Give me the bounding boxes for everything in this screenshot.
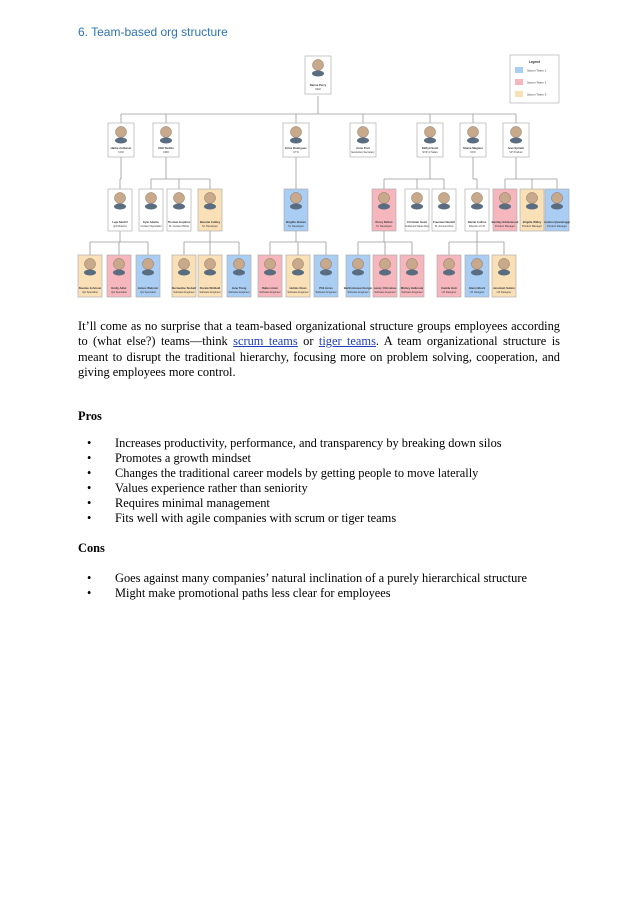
- person-name: Bernadine Siobell: [172, 286, 196, 290]
- avatar: [146, 193, 157, 204]
- person-title: Software Engineer: [259, 291, 281, 294]
- avatar: [551, 204, 563, 210]
- person-name: Dorata Winfield: [199, 286, 221, 290]
- avatar: [161, 127, 172, 138]
- avatar: [467, 138, 479, 144]
- pros-item: • Increases productivity, performance, and transparency by breaking down silos: [78, 436, 560, 451]
- person-name: Lancy Christmas: [373, 286, 397, 290]
- person-title: Software Engineer: [401, 291, 423, 294]
- person-title: Director of UX: [468, 225, 486, 228]
- avatar: [142, 270, 154, 276]
- cons-list: [78, 571, 560, 601]
- pros-item: • Requires minimal management: [78, 496, 560, 511]
- person-name: Daniel Collins: [467, 220, 487, 224]
- avatar: [380, 259, 391, 270]
- tiger-teams-link[interactable]: tiger teams: [318, 334, 376, 349]
- person-title: Software Engineer: [173, 291, 195, 294]
- person-title: Software Engineer: [347, 291, 369, 294]
- person-name: Anne Post: [356, 146, 370, 150]
- person-name: Erica Rodrigues: [285, 146, 307, 150]
- person-name: Daffyd Scott: [421, 146, 439, 150]
- avatar: [510, 138, 522, 144]
- person-title: QA Specialist: [111, 291, 127, 294]
- avatar: [312, 71, 324, 77]
- person-name: Bentley Eddenwood: [491, 220, 519, 224]
- avatar: [511, 127, 522, 138]
- avatar: [498, 270, 510, 276]
- avatar: [85, 259, 96, 270]
- person-title: QA Specialist: [140, 291, 156, 294]
- person-name: Ivan Sprietti: [507, 146, 525, 150]
- person-title: UX Designer: [496, 291, 512, 294]
- paragraph-text: . A team organizational structure is meant to disrupt the traditional hierarchy, focusing more on problem solving, cooperation, and giving employees more control.: [78, 334, 560, 379]
- avatar: [204, 270, 216, 276]
- legend-label: Scrum Team 3: [527, 92, 547, 97]
- avatar: [291, 193, 302, 204]
- avatar: [321, 259, 332, 270]
- paragraph-text: It’ll come as no surprise that a team-based organizational structure groups employees according to (what else?) teams—think: [78, 319, 560, 349]
- pros-item: • Fits well with agile companies with scrum or tiger teams: [78, 511, 560, 526]
- avatar: [320, 270, 332, 276]
- person-title: Executive Secretary: [351, 151, 375, 154]
- person-title: Sr. Developer: [288, 225, 304, 228]
- avatar: [143, 259, 154, 270]
- person-name: Hattie Ardbesar: [110, 146, 132, 150]
- avatar: [234, 259, 245, 270]
- person-title: Software Engineer: [287, 291, 309, 294]
- avatar: [113, 270, 125, 276]
- person-name: Zhill Stebbs: [158, 146, 174, 150]
- avatar: [425, 127, 436, 138]
- avatar: [500, 193, 511, 204]
- avatar: [468, 127, 479, 138]
- intro-paragraph: [78, 319, 560, 380]
- avatar: [114, 204, 126, 210]
- person-title: Outbound Sales Rep: [404, 225, 430, 228]
- legend-swatch: [515, 67, 523, 73]
- avatar: [290, 138, 302, 144]
- avatar: [357, 138, 369, 144]
- person-title: COO: [118, 151, 124, 154]
- cons-item: • Goes against many companies’ natural inclination of a purely hierarchical structure: [78, 571, 560, 586]
- pros-heading: Pros: [78, 409, 102, 423]
- avatar: [526, 204, 538, 210]
- avatar: [499, 259, 510, 270]
- avatar: [358, 127, 369, 138]
- avatar: [116, 127, 127, 138]
- avatar: [293, 259, 304, 270]
- avatar: [444, 259, 455, 270]
- person-name: Brigitte Bowen: [286, 220, 306, 224]
- person-title: Software Engineer: [315, 291, 337, 294]
- legend-label: Scrum Team 2: [527, 80, 547, 85]
- person-title: Software Engineer: [199, 291, 221, 294]
- legend-swatch: [515, 79, 523, 85]
- person-title: Sr. Developer: [376, 225, 392, 228]
- person-title: Sr. Developer: [202, 225, 218, 228]
- avatar: [205, 259, 216, 270]
- person-title: CEO: [315, 88, 321, 91]
- avatar: [174, 193, 185, 204]
- person-name: Nanna Perry: [309, 83, 327, 87]
- legend-swatch: [515, 91, 523, 97]
- person-title: QA Specialist: [82, 291, 98, 294]
- avatar: [424, 138, 436, 144]
- avatar: [84, 270, 96, 276]
- person-title: UX Designer: [441, 291, 457, 294]
- avatar: [353, 259, 364, 270]
- person-name: Glenn Block: [468, 286, 486, 290]
- person-title: SVP of Sales: [422, 151, 438, 154]
- avatar: [265, 259, 276, 270]
- person-name: Emily Adler: [111, 286, 127, 290]
- person-name: Phil Acres: [319, 286, 333, 290]
- paragraph-text: or: [297, 334, 319, 349]
- avatar: [407, 259, 418, 270]
- person-title: Software Engineer: [374, 291, 396, 294]
- pros-list: [78, 436, 560, 527]
- avatar: [499, 204, 511, 210]
- person-name: Jeremiah Sutton: [493, 286, 515, 290]
- avatar: [291, 127, 302, 138]
- avatar: [264, 270, 276, 276]
- person-title: VP Product: [509, 151, 523, 154]
- avatar: [472, 259, 483, 270]
- avatar: [290, 204, 302, 210]
- avatar: [292, 270, 304, 276]
- avatar: [352, 270, 364, 276]
- avatar: [406, 270, 418, 276]
- person-name: Freeman Nesbitt: [433, 220, 455, 224]
- person-name: Bartholomew Giorgio: [343, 286, 373, 290]
- person-name: Thomas Hopkins: [167, 220, 191, 224]
- avatar: [115, 193, 126, 204]
- org-chart: [78, 52, 570, 300]
- person-name: Mickey Holbrook: [400, 286, 424, 290]
- avatar: [552, 193, 563, 204]
- avatar: [173, 204, 185, 210]
- scrum-teams-link[interactable]: scrum teams: [233, 334, 298, 349]
- avatar: [204, 204, 216, 210]
- person-title: Software Engineer: [228, 291, 250, 294]
- person-title: QA Director: [113, 225, 127, 228]
- person-title: Product Manager: [547, 225, 567, 228]
- cons-heading: Cons: [78, 541, 105, 555]
- person-name: Helmis Doan: [289, 286, 307, 290]
- pros-item: • Promotes a growth mindset: [78, 451, 560, 466]
- avatar: [179, 259, 190, 270]
- avatar: [471, 204, 483, 210]
- legend-label: Scrum Team 1: [527, 68, 547, 73]
- person-name: Camila Holz: [441, 286, 457, 290]
- avatar: [443, 270, 455, 276]
- cons-item: • Might make promotional paths less clear for employees: [78, 586, 560, 601]
- person-name: Dalia Linton: [261, 286, 279, 290]
- avatar: [438, 204, 450, 210]
- section-heading: 6. Team-based org structure: [78, 25, 228, 39]
- avatar: [412, 193, 423, 204]
- pros-item: • Changes the traditional career models by getting people to move laterally: [78, 466, 560, 481]
- avatar: [233, 270, 245, 276]
- person-title: Sr. Content Writer: [168, 225, 190, 228]
- avatar: [378, 204, 390, 210]
- avatar: [114, 259, 125, 270]
- pros-item: • Values experience rather than seniority: [78, 481, 560, 496]
- person-title: CFO: [470, 151, 476, 154]
- person-title: Sr. Account Rep: [434, 225, 454, 228]
- person-name: Kyle Adams: [143, 220, 159, 224]
- person-name: Leja Sardril: [112, 220, 128, 224]
- avatar: [115, 138, 127, 144]
- avatar: [472, 193, 483, 204]
- person-name: Jane Tiang: [231, 286, 247, 290]
- person-name: Andrea Quaranaggi: [544, 220, 570, 224]
- person-title: Content Specialist: [140, 225, 162, 228]
- avatar: [379, 193, 390, 204]
- avatar: [471, 270, 483, 276]
- person-title: UX Designer: [469, 291, 485, 294]
- person-name: James Webster: [137, 286, 159, 290]
- avatar: [439, 193, 450, 204]
- avatar: [527, 193, 538, 204]
- avatar: [313, 60, 324, 71]
- person-name: Noemie Johnson: [78, 286, 102, 290]
- avatar: [379, 270, 391, 276]
- person-title: CTO: [293, 151, 299, 154]
- avatar: [205, 193, 216, 204]
- person-name: Brigitte Willey: [522, 220, 542, 224]
- person-title: Product Manager: [495, 225, 515, 228]
- person-name: Percy Deltan: [375, 220, 393, 224]
- person-name: Christian Geelt: [407, 220, 427, 224]
- person-name: Benetta Cubley: [199, 220, 221, 224]
- avatar: [411, 204, 423, 210]
- person-title: Product Manager: [522, 225, 542, 228]
- avatar: [145, 204, 157, 210]
- avatar: [160, 138, 172, 144]
- avatar: [178, 270, 190, 276]
- person-title: CMO: [162, 151, 170, 154]
- legend-title: Legend: [528, 60, 541, 64]
- person-name: Shana Maguire: [463, 146, 483, 150]
